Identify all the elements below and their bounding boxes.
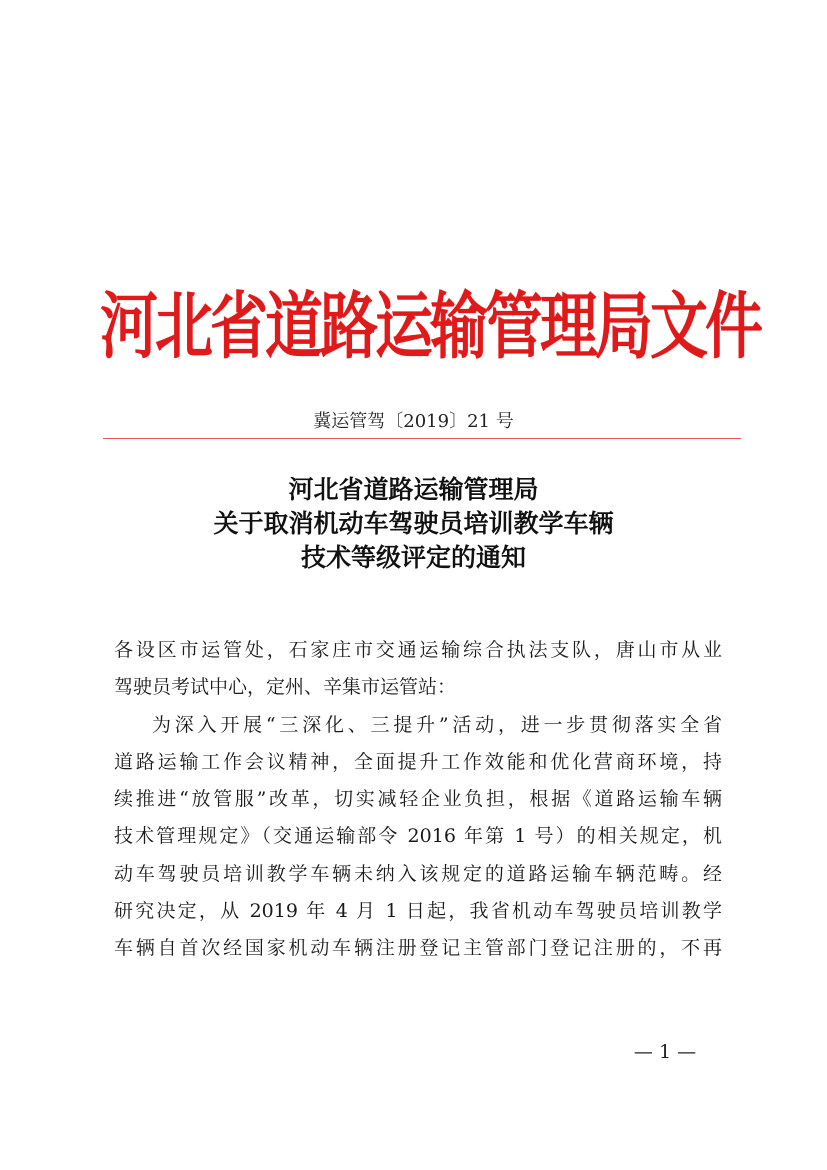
body-line: 道路运输工作会议精神，全面提升工作效能和优化营商环境，持 <box>114 750 722 773</box>
page-number: — 1 — <box>633 1041 697 1063</box>
body-line: 为深入开展“三深化、三提升”活动，进一步贯彻落实全省 <box>152 713 722 736</box>
title-line: 河北省道路运输管理局 <box>288 475 539 504</box>
body-line: 动车驾驶员培训教学车辆未纳入该规定的道路运输车辆范畴。经 <box>114 862 722 885</box>
document-body <box>114 632 722 968</box>
body-line: 车辆自首次经国家机动车辆注册登记主管部门登记注册的，不再 <box>114 937 722 960</box>
body-line: 技术管理规定》（交通运输部令 2016 年第 1 号）的相关规定，机 <box>114 825 722 848</box>
document-masthead: 河北省道路运输管理局文件 <box>100 283 761 369</box>
body-line: 研究决定，从 2019 年 4 月 1 日起，我省机动车驾驶员培训教学 <box>114 900 722 923</box>
addressee-line: 各设区市运管处，石家庄市交通运输综合执法支队，唐山市从业 <box>114 639 722 661</box>
document-title <box>0 473 827 575</box>
body-line: 续推进“放管服”改革，切实减轻企业负担，根据《道路运输车辆 <box>114 788 722 811</box>
title-line: 技术等级评定的通知 <box>300 543 526 572</box>
addressee-line: 驾驶员考试中心，定州、辛集市运管站： <box>114 676 457 699</box>
red-divider-line <box>103 438 741 439</box>
document-number: 冀运管驾〔2019〕21 号 <box>313 411 514 432</box>
title-line: 关于取消机动车驾驶员培训教学车辆 <box>213 509 614 538</box>
